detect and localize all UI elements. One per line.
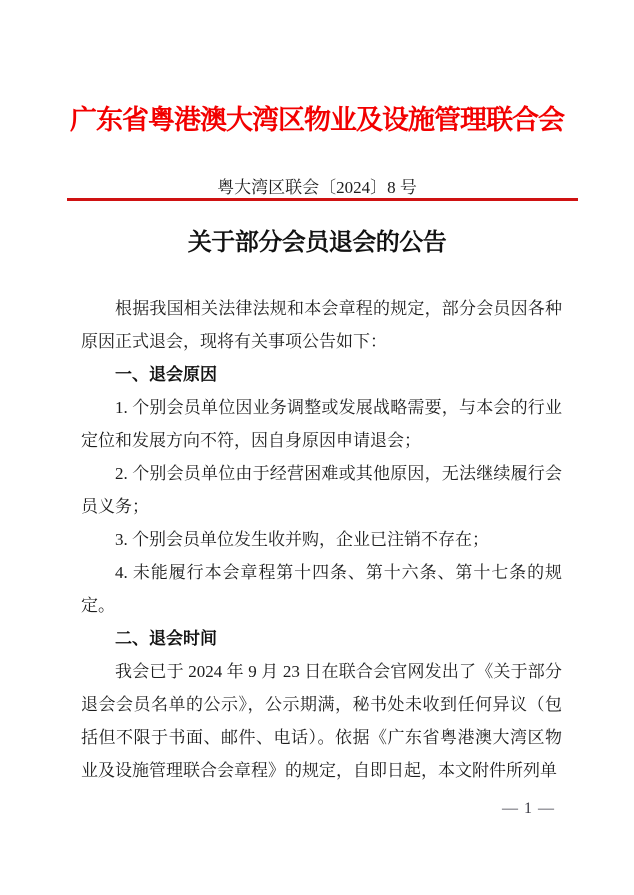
section-1-heading: 一、退会原因 (115, 365, 217, 384)
section-1-item-1: 1. 个别会员单位因业务调整或发展战略需要，与本会的行业定位和发展方向不符，因自身原因申请退会； (81, 398, 562, 450)
red-divider-line (67, 198, 578, 201)
section-1-item-3: 3. 个别会员单位发生收并购，企业已注销不存在； (115, 530, 489, 549)
document-title: 关于部分会员退会的公告 (187, 230, 447, 256)
document-body (81, 292, 562, 787)
org-title: 广东省粤港澳大湾区物业及设施管理联合会 (70, 105, 564, 135)
doc-number: 粤大湾区联会〔2024〕8 号 (217, 178, 417, 197)
intro-paragraph: 根据我国相关法律法规和本会章程的规定，部分会员因各种原因正式退会，现将有关事项公告如下： (81, 299, 562, 351)
section-1-item-4: 4. 未能履行本会章程第十四条、第十六条、第十七条的规定。 (81, 563, 562, 615)
page-number: — 1 — (502, 800, 555, 817)
section-2-heading: 二、退会时间 (115, 629, 217, 648)
section-2-paragraph: 我会已于 2024 年 9 月 23 日在联合会官网发出了《关于部分退会会员名单的公示》，公示期满，秘书处未收到任何异议（包括但不限于书面、邮件、电话）。依据《广东省粤港澳大湾区物业及设施管理联合会章程》的规定，自即日起，本文附件所列单 (81, 662, 562, 780)
section-1-item-2: 2. 个别会员单位由于经营困难或其他原因，无法继续履行会员义务； (81, 464, 562, 516)
